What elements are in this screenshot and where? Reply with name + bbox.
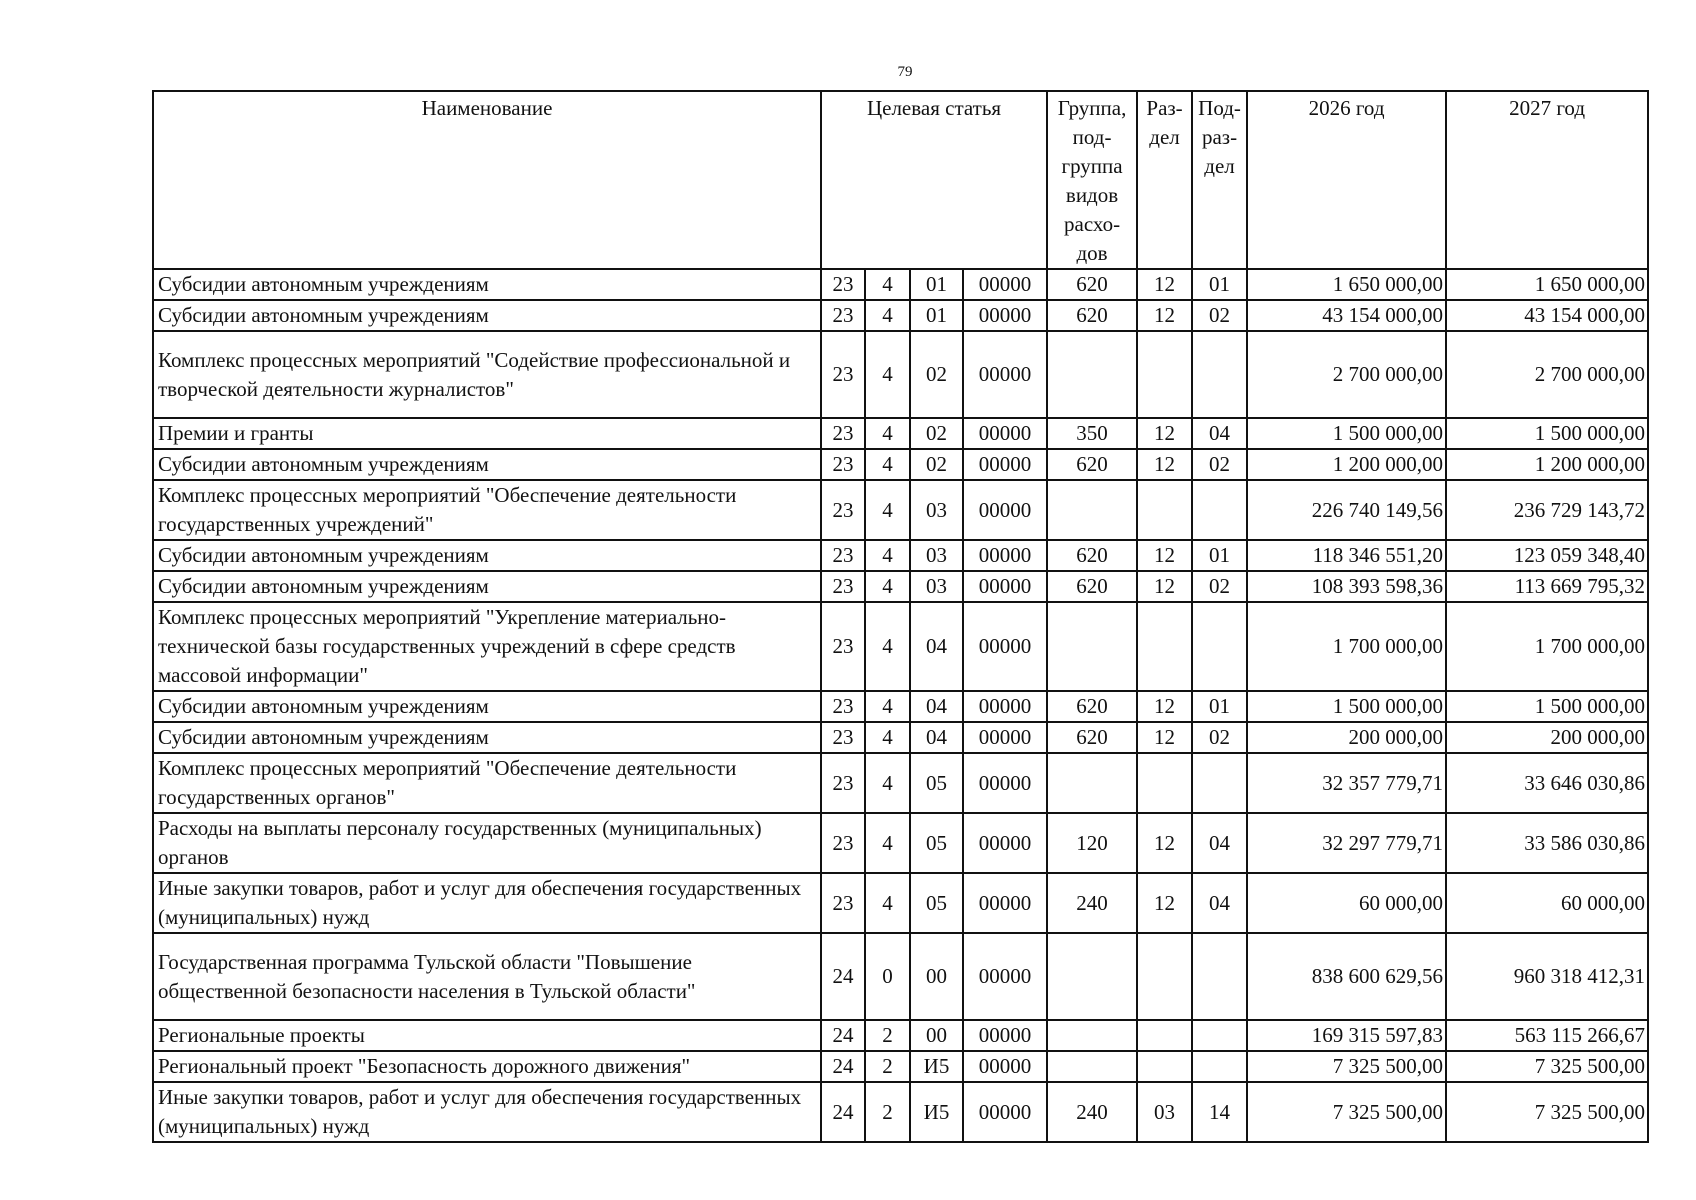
- table-row: [153, 571, 1648, 602]
- amount-2026: 32 297 779,71: [1247, 813, 1446, 873]
- amount-2027: 1 700 000,00: [1446, 602, 1648, 691]
- row-name: Комплекс процессных мероприятий "Укрепление материально-технической базы государственных учреждений в сфере средств массовой информации": [153, 602, 821, 691]
- code-type: 4: [865, 571, 910, 602]
- subsection: [1192, 480, 1247, 540]
- table-row: [153, 1051, 1648, 1082]
- code-element: 01: [910, 300, 963, 331]
- amount-2026: 7 325 500,00: [1247, 1051, 1446, 1082]
- amount-2026: 1 200 000,00: [1247, 449, 1446, 480]
- amount-2027: 7 325 500,00: [1446, 1051, 1648, 1082]
- section: [1137, 602, 1192, 691]
- expense-group: [1047, 933, 1137, 1020]
- code-element: И5: [910, 1082, 963, 1142]
- code-type: 2: [865, 1051, 910, 1082]
- amount-2026: 7 325 500,00: [1247, 1082, 1446, 1142]
- table-row: [153, 873, 1648, 933]
- expense-group: [1047, 1051, 1137, 1082]
- code-direction: 00000: [963, 480, 1047, 540]
- row-name: Субсидии автономным учреждениям: [153, 722, 821, 753]
- amount-2027: 960 318 412,31: [1446, 933, 1648, 1020]
- code-type: 4: [865, 602, 910, 691]
- code-direction: 00000: [963, 813, 1047, 873]
- table-row: [153, 753, 1648, 813]
- amount-2026: 60 000,00: [1247, 873, 1446, 933]
- row-name: Комплекс процессных мероприятий "Обеспечение деятельности государственных учреждений": [153, 480, 821, 540]
- header-target-article: Целевая статья: [821, 91, 1047, 269]
- expense-group: 620: [1047, 540, 1137, 571]
- row-name: Иные закупки товаров, работ и услуг для обеспечения государственных (муниципальных) нужд: [153, 1082, 821, 1142]
- code-program: 24: [821, 1082, 865, 1142]
- code-type: 2: [865, 1020, 910, 1051]
- amount-2027: 43 154 000,00: [1446, 300, 1648, 331]
- table-row: [153, 331, 1648, 418]
- expense-group: 240: [1047, 873, 1137, 933]
- code-direction: 00000: [963, 300, 1047, 331]
- code-element: 03: [910, 480, 963, 540]
- code-program: 23: [821, 449, 865, 480]
- amount-2027: 60 000,00: [1446, 873, 1648, 933]
- section: 12: [1137, 418, 1192, 449]
- amount-2026: 1 650 000,00: [1247, 269, 1446, 300]
- code-program: 23: [821, 571, 865, 602]
- code-type: 4: [865, 480, 910, 540]
- amount-2026: 1 500 000,00: [1247, 418, 1446, 449]
- amount-2026: 838 600 629,56: [1247, 933, 1446, 1020]
- row-name: Региональный проект "Безопасность дорожного движения": [153, 1051, 821, 1082]
- expense-group: [1047, 1020, 1137, 1051]
- code-program: 23: [821, 602, 865, 691]
- amount-2026: 169 315 597,83: [1247, 1020, 1446, 1051]
- code-direction: 00000: [963, 331, 1047, 418]
- row-name: Расходы на выплаты персоналу государственных (муниципальных) органов: [153, 813, 821, 873]
- amount-2027: 1 500 000,00: [1446, 418, 1648, 449]
- expense-group: [1047, 480, 1137, 540]
- code-direction: 00000: [963, 269, 1047, 300]
- code-type: 4: [865, 418, 910, 449]
- table-row: [153, 1020, 1648, 1051]
- row-name: Субсидии автономным учреждениям: [153, 269, 821, 300]
- header-year-2026: 2026 год: [1247, 91, 1446, 269]
- table-row: [153, 480, 1648, 540]
- code-program: 24: [821, 1051, 865, 1082]
- amount-2027: 33 586 030,86: [1446, 813, 1648, 873]
- row-name: Комплекс процессных мероприятий "Обеспечение деятельности государственных органов": [153, 753, 821, 813]
- table-header-row: [153, 91, 1648, 269]
- code-element: 05: [910, 813, 963, 873]
- amount-2027: 236 729 143,72: [1446, 480, 1648, 540]
- subsection: 02: [1192, 300, 1247, 331]
- code-direction: 00000: [963, 722, 1047, 753]
- code-program: 23: [821, 300, 865, 331]
- code-type: 4: [865, 722, 910, 753]
- section: 12: [1137, 813, 1192, 873]
- subsection: 02: [1192, 571, 1247, 602]
- code-program: 23: [821, 418, 865, 449]
- amount-2027: 113 669 795,32: [1446, 571, 1648, 602]
- code-element: 03: [910, 540, 963, 571]
- code-element: 03: [910, 571, 963, 602]
- section: 12: [1137, 722, 1192, 753]
- code-type: 2: [865, 1082, 910, 1142]
- amount-2026: 32 357 779,71: [1247, 753, 1446, 813]
- code-program: 24: [821, 1020, 865, 1051]
- code-direction: 00000: [963, 602, 1047, 691]
- table-row: [153, 300, 1648, 331]
- subsection: [1192, 331, 1247, 418]
- amount-2026: 118 346 551,20: [1247, 540, 1446, 571]
- table-row: [153, 449, 1648, 480]
- code-direction: 00000: [963, 873, 1047, 933]
- code-program: 23: [821, 480, 865, 540]
- subsection: 02: [1192, 722, 1247, 753]
- subsection: 01: [1192, 540, 1247, 571]
- subsection: 01: [1192, 691, 1247, 722]
- expense-group: 620: [1047, 571, 1137, 602]
- code-direction: 00000: [963, 1020, 1047, 1051]
- section: [1137, 331, 1192, 418]
- subsection: [1192, 1020, 1247, 1051]
- header-year-2027: 2027 год: [1446, 91, 1648, 269]
- subsection: 02: [1192, 449, 1247, 480]
- table-row: [153, 269, 1648, 300]
- amount-2027: 33 646 030,86: [1446, 753, 1648, 813]
- code-type: 0: [865, 933, 910, 1020]
- code-element: 02: [910, 418, 963, 449]
- table-row: [153, 691, 1648, 722]
- code-program: 23: [821, 722, 865, 753]
- amount-2026: 108 393 598,36: [1247, 571, 1446, 602]
- amount-2026: 43 154 000,00: [1247, 300, 1446, 331]
- code-direction: 00000: [963, 1082, 1047, 1142]
- code-direction: 00000: [963, 933, 1047, 1020]
- expense-group: [1047, 753, 1137, 813]
- amount-2026: 1 500 000,00: [1247, 691, 1446, 722]
- code-element: 02: [910, 449, 963, 480]
- amount-2027: 123 059 348,40: [1446, 540, 1648, 571]
- amount-2027: 2 700 000,00: [1446, 331, 1648, 418]
- code-type: 4: [865, 269, 910, 300]
- section: 12: [1137, 540, 1192, 571]
- code-direction: 00000: [963, 753, 1047, 813]
- row-name: Субсидии автономным учреждениям: [153, 571, 821, 602]
- code-program: 23: [821, 540, 865, 571]
- row-name: Иные закупки товаров, работ и услуг для обеспечения государственных (муниципальных) нужд: [153, 873, 821, 933]
- code-direction: 00000: [963, 1051, 1047, 1082]
- code-program: 24: [821, 933, 865, 1020]
- code-type: 4: [865, 449, 910, 480]
- table-row: [153, 722, 1648, 753]
- subsection: 04: [1192, 813, 1247, 873]
- expense-group: 240: [1047, 1082, 1137, 1142]
- expense-group: [1047, 331, 1137, 418]
- code-element: 04: [910, 722, 963, 753]
- code-type: 4: [865, 691, 910, 722]
- code-type: 4: [865, 813, 910, 873]
- subsection: 01: [1192, 269, 1247, 300]
- code-direction: 00000: [963, 418, 1047, 449]
- code-element: 01: [910, 269, 963, 300]
- code-program: 23: [821, 873, 865, 933]
- subsection: [1192, 602, 1247, 691]
- section: [1137, 1051, 1192, 1082]
- table-row: [153, 1082, 1648, 1142]
- expense-group: 350: [1047, 418, 1137, 449]
- amount-2027: 7 325 500,00: [1446, 1082, 1648, 1142]
- code-direction: 00000: [963, 449, 1047, 480]
- section: [1137, 480, 1192, 540]
- expense-group: 620: [1047, 269, 1137, 300]
- code-program: 23: [821, 269, 865, 300]
- code-direction: 00000: [963, 691, 1047, 722]
- header-subsection: Под- раз- дел: [1192, 91, 1247, 269]
- section: [1137, 933, 1192, 1020]
- page-number: 79: [897, 64, 913, 80]
- expense-group: [1047, 602, 1137, 691]
- section: 12: [1137, 449, 1192, 480]
- code-element: 04: [910, 602, 963, 691]
- subsection: 04: [1192, 873, 1247, 933]
- code-type: 4: [865, 540, 910, 571]
- row-name: Региональные проекты: [153, 1020, 821, 1051]
- code-direction: 00000: [963, 571, 1047, 602]
- table-row: [153, 602, 1648, 691]
- section: 03: [1137, 1082, 1192, 1142]
- table-row: [153, 813, 1648, 873]
- row-name: Субсидии автономным учреждениям: [153, 540, 821, 571]
- amount-2026: 1 700 000,00: [1247, 602, 1446, 691]
- subsection: [1192, 753, 1247, 813]
- subsection: 14: [1192, 1082, 1247, 1142]
- table-row: [153, 933, 1648, 1020]
- header-name: Наименование: [153, 91, 821, 269]
- row-name: Субсидии автономным учреждениям: [153, 300, 821, 331]
- code-element: 00: [910, 933, 963, 1020]
- amount-2026: 2 700 000,00: [1247, 331, 1446, 418]
- header-group: Группа, под- группа видов расхо- дов: [1047, 91, 1137, 269]
- code-element: 05: [910, 753, 963, 813]
- code-type: 4: [865, 873, 910, 933]
- code-program: 23: [821, 753, 865, 813]
- expense-group: 620: [1047, 449, 1137, 480]
- code-program: 23: [821, 691, 865, 722]
- section: 12: [1137, 300, 1192, 331]
- expense-group: 620: [1047, 722, 1137, 753]
- amount-2027: 1 650 000,00: [1446, 269, 1648, 300]
- code-program: 23: [821, 331, 865, 418]
- amount-2027: 1 500 000,00: [1446, 691, 1648, 722]
- row-name: Субсидии автономным учреждениям: [153, 691, 821, 722]
- row-name: Премии и гранты: [153, 418, 821, 449]
- amount-2026: 200 000,00: [1247, 722, 1446, 753]
- row-name: Субсидии автономным учреждениям: [153, 449, 821, 480]
- expense-group: 620: [1047, 691, 1137, 722]
- budget-table: [152, 90, 1649, 1143]
- code-direction: 00000: [963, 540, 1047, 571]
- section: 12: [1137, 269, 1192, 300]
- section: [1137, 753, 1192, 813]
- code-element: И5: [910, 1051, 963, 1082]
- code-type: 4: [865, 300, 910, 331]
- section: [1137, 1020, 1192, 1051]
- section: 12: [1137, 571, 1192, 602]
- header-section: Раз- дел: [1137, 91, 1192, 269]
- code-type: 4: [865, 753, 910, 813]
- row-name: Государственная программа Тульской области "Повышение общественной безопасности населения в Тульской области": [153, 933, 821, 1020]
- code-element: 05: [910, 873, 963, 933]
- code-type: 4: [865, 331, 910, 418]
- section: 12: [1137, 691, 1192, 722]
- code-element: 02: [910, 331, 963, 418]
- expense-group: 120: [1047, 813, 1137, 873]
- amount-2027: 1 200 000,00: [1446, 449, 1648, 480]
- row-name: Комплекс процессных мероприятий "Содействие профессиональной и творческой деятельности журналистов": [153, 331, 821, 418]
- amount-2027: 563 115 266,67: [1446, 1020, 1648, 1051]
- expense-group: 620: [1047, 300, 1137, 331]
- code-program: 23: [821, 813, 865, 873]
- amount-2026: 226 740 149,56: [1247, 480, 1446, 540]
- amount-2027: 200 000,00: [1446, 722, 1648, 753]
- section: 12: [1137, 873, 1192, 933]
- subsection: [1192, 1051, 1247, 1082]
- subsection: 04: [1192, 418, 1247, 449]
- table-row: [153, 418, 1648, 449]
- subsection: [1192, 933, 1247, 1020]
- code-element: 04: [910, 691, 963, 722]
- table-row: [153, 540, 1648, 571]
- code-element: 00: [910, 1020, 963, 1051]
